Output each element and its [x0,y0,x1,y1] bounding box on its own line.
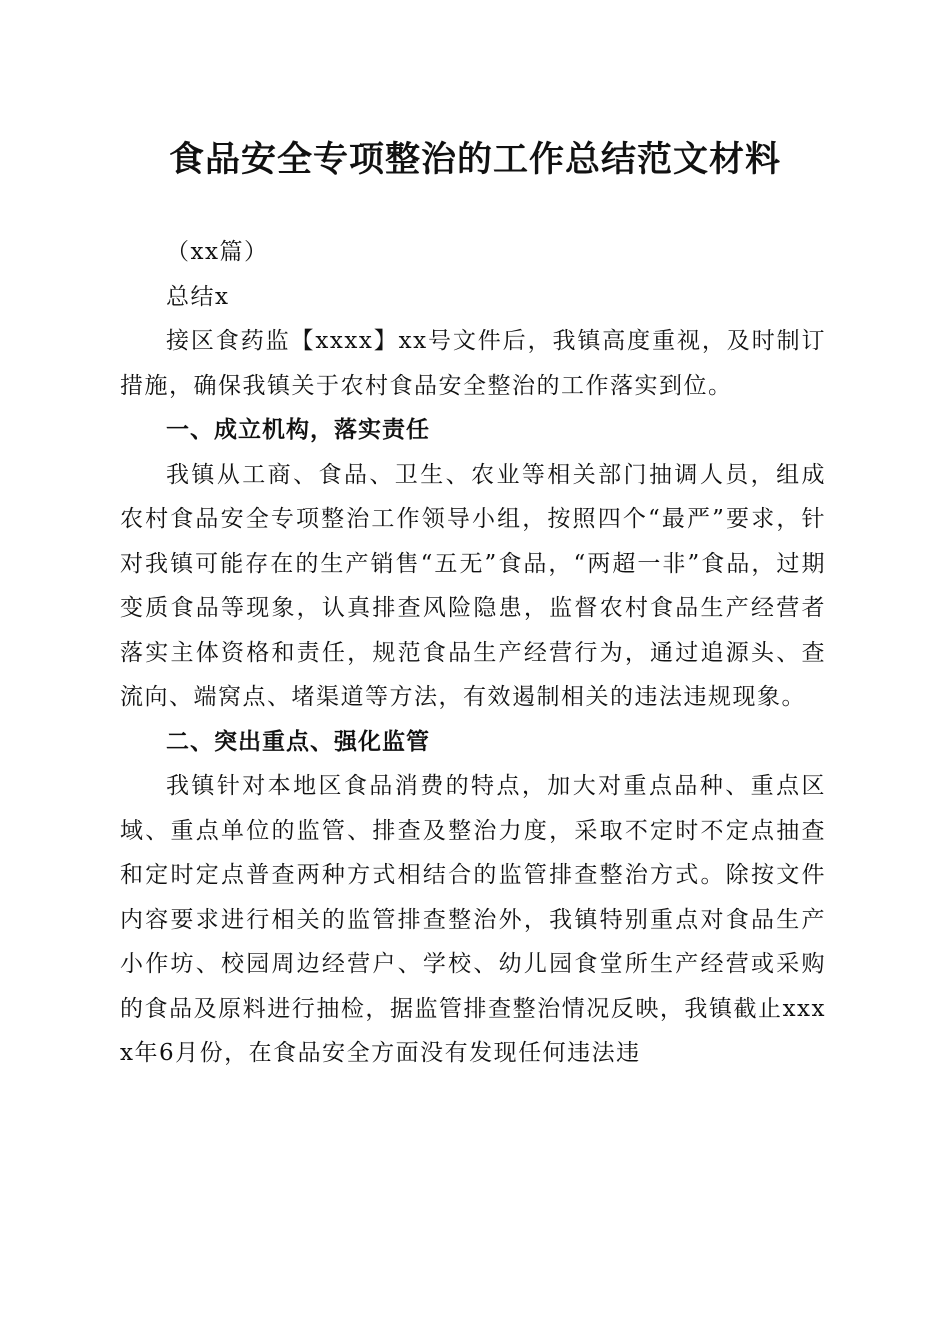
section-1-paragraph: 我镇从工商、食品、卫生、农业等相关部门抽调人员，组成农村食品安全专项整治工作领导小组，按照四个“最严”要求，针对我镇可能存在的生产销售“五无”食品，“两超一非”食品，过期变质食品等现象，认真排查风险隐患，监督农村食品生产经营者落实主体资格和责任，规范食品生产经营行为，通过追源头、查流向、端窝点、堵渠道等方法，有效遏制相关的违法违规现象。 [120,461,826,710]
intro-paragraph: 接区食药监【xxxx】xx号文件后，我镇高度重视，及时制订措施，确保我镇关于农村食品安全整治的工作落实到位。 [120,328,826,399]
summary-label: 总结x [166,283,230,310]
section-heading-1: 一、成立机构，落实责任 [166,417,430,443]
subtitle-count: （xx篇） [166,239,269,265]
section-heading-2: 二、突出重点、强化监管 [166,728,430,755]
document-body [120,230,826,1076]
section-2-paragraph: 我镇针对本地区食品消费的特点，加大对重点品种、重点区域、重点单位的监管、排查及整治力度，采取不定时不定点抽查和定时定点普查两种方式相结合的监管排查整治方式。除按文件内容要求进行相关的监管排查整治外，我镇特别重点对食品生产小作坊、校园周边经营户、学校、幼儿园食堂所生产经营或采购的食品及原料进行抽检，据监管排查整治情况反映，我镇截止xxxx年6月份，在食品安全方面没有发现任何违法违 [120,773,826,1066]
document-title: 食品安全专项整治的工作总结范文材料 [168,139,781,180]
